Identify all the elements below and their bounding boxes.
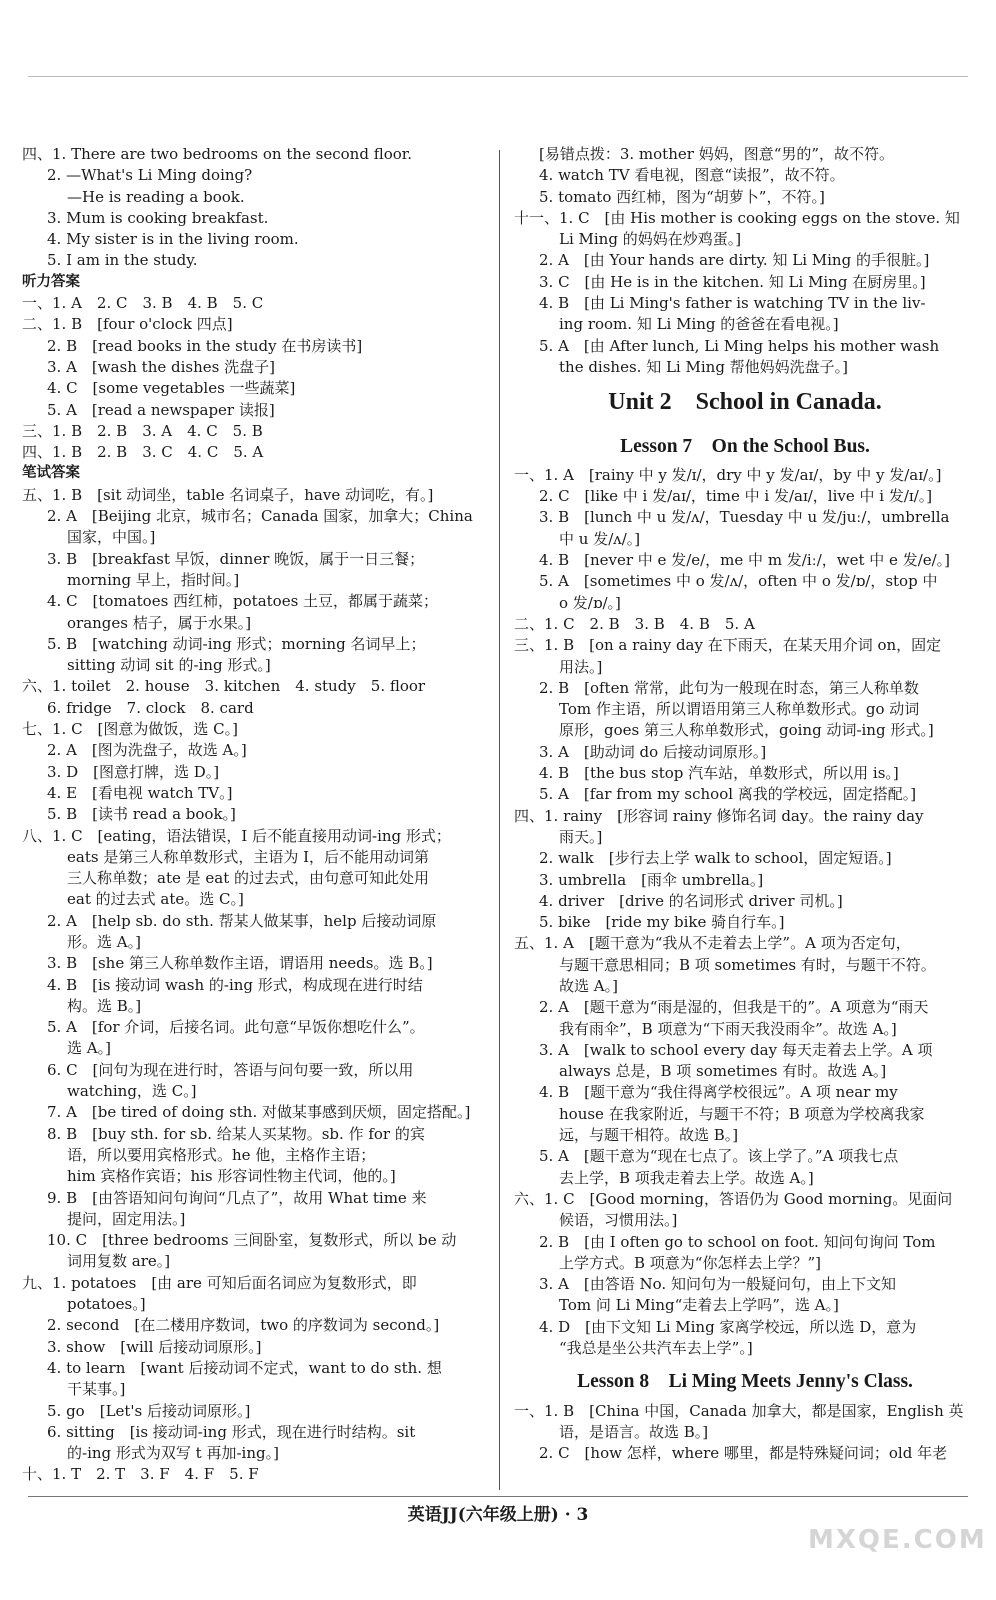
column-divider — [499, 150, 500, 1490]
answer-line: 2. walk [步行去上学 walk to school，固定短语。] — [539, 849, 892, 868]
answer-line: 4. watch TV 看电视，图意“读报”，故不符。 — [539, 166, 845, 185]
answer-line: 四、1. rainy [形容词 rainy 修饰名词 day。the rainy day — [514, 806, 924, 825]
answer-line: 4. B [is 接动词 wash 的-ing 形式，构成现在进行时结 — [47, 975, 423, 994]
answer-line: o 发/ɒ/。] — [559, 593, 621, 612]
footer-rule — [28, 1496, 968, 1497]
answer-line: 十、1. T 2. T 3. F 4. F 5. F — [22, 1465, 259, 1484]
answer-line: eats 是第三人称单数形式，主语为 I，后不能用动词第 — [67, 847, 430, 866]
section-heading: 听力答案 — [22, 273, 80, 290]
answer-line: 5. bike [ride my bike 骑自行车。] — [539, 913, 785, 932]
answer-line: 形。选 A。] — [67, 932, 141, 951]
answer-line: 四、1. There are two bedrooms on the second floor. — [22, 145, 413, 163]
answer-line: 2. C [how 怎样，where 哪里，都是特殊疑问词；old 年老 — [539, 1444, 948, 1463]
answer-line: 雨天。] — [559, 827, 603, 846]
answer-line: Li Ming 的妈妈在炒鸡蛋。] — [559, 230, 742, 249]
answer-line: 2. C [like 中 i 发/aɪ/，time 中 i 发/aɪ/，live 中 i 发/ɪ/。] — [539, 487, 933, 506]
answer-line: 九、1. potatoes [由 are 可知后面名词应为复数形式，即 — [22, 1273, 417, 1292]
answer-line: 3. show [will 后接动词原形。] — [47, 1337, 262, 1356]
answer-line: 三人称单数；ate 是 eat 的过去式，由句意可知此处用 — [67, 869, 430, 888]
answer-line: 4. C [some vegetables 一些蔬菜] — [47, 379, 296, 398]
answer-line: 5. go [Let's 后接动词原形。] — [47, 1401, 251, 1420]
answer-line: 五、1. B [sit 动词坐，table 名词桌子，have 动词吃，有。] — [22, 485, 434, 504]
answer-line: 一、1. A [rainy 中 y 发/ɪ/，dry 中 y 发/aɪ/，by 中 y 发/aɪ/。] — [514, 465, 942, 484]
answer-line: 国家，中国。] — [67, 528, 156, 547]
answer-line: 五、1. A [题干意为“我从不走着去上学”。A 项为否定句， — [514, 934, 911, 953]
answer-line: 9. B [由答语知问句询问“几点了”，故用 What time 来 — [47, 1188, 427, 1207]
answer-line: 8. B [buy sth. for sb. 给某人买某物。sb. 作 for 的宾 — [47, 1124, 425, 1143]
answer-line: morning 早上，指时间。] — [67, 570, 240, 589]
answer-line: 七、1. C [图意为做饭，选 C。] — [22, 720, 239, 739]
answer-line: —He is reading a book. — [67, 187, 245, 206]
answer-line: 3. B [she 第三人称单数作主语，谓语用 needs。选 B。] — [47, 954, 433, 973]
answer-line: sitting 动词 sit 的-ing 形式。] — [67, 656, 271, 675]
answer-line: 4. B [never 中 e 发/e/，me 中 m 发/iː/，wet 中 e 发/e/。] — [539, 551, 951, 570]
answer-line: 2. B [often 常常，此句为一般现在时态，第三人称单数 — [539, 678, 919, 697]
answer-line: him 宾格作宾语；his 形容词性物主代词，他的。] — [67, 1167, 396, 1186]
section-heading: 笔试答案 — [22, 465, 80, 482]
answer-line: 3. A [助动词 do 后接动词原形。] — [539, 742, 767, 761]
right-column-top-answers — [514, 144, 976, 378]
page-footer: 英语JJ(六年级上册) · 3 — [407, 1505, 589, 1525]
answer-line: 3. C [由 He is in the kitchen. 知 Li Ming 在厨房里。] — [539, 272, 926, 291]
answer-line: 二、1. C 2. B 3. B 4. B 5. A — [514, 614, 755, 633]
answer-line: 4. D [由下文知 Li Ming 家离学校远，所以选 D，意为 — [539, 1317, 917, 1336]
answer-line: 5. tomato 西红柿，图为“胡萝卜”，不符。] — [539, 187, 825, 206]
top-rule — [28, 76, 968, 77]
answer-line: “我总是坐公共汽车去上学”。] — [559, 1339, 753, 1358]
answer-line: 3. A [由答语 No. 知问句为一般疑问句，由上下文知 — [539, 1275, 896, 1294]
answer-line: 4. B [题干意为“我住得离学校很远”。A 项 near my — [539, 1083, 898, 1102]
answer-line: 语，是语言。故选 B。] — [559, 1422, 709, 1441]
answer-line: 4. My sister is in the living room. — [47, 230, 299, 249]
answer-line: 5. I am in the study. — [47, 251, 198, 270]
answer-line: 6. sitting [is 接动词-ing 形式，现在进行时结构。sit — [47, 1422, 416, 1441]
right-column — [514, 144, 976, 1465]
answer-line: 10. C [three bedrooms 三间卧室，复数形式，所以 be 动 — [47, 1231, 457, 1250]
answer-line: always 总是，B 项 sometimes 有时。故选 A。] — [559, 1062, 887, 1081]
answer-line: 构。选 B。] — [67, 996, 142, 1015]
answer-line: 2. A [由 Your hands are dirty. 知 Li Ming 的手很脏。] — [539, 251, 930, 270]
answer-line: 语，所以要用宾格形式。he 他，主格作主语； — [67, 1145, 376, 1164]
lesson-8-answers — [514, 1401, 976, 1465]
answer-line: 八、1. C [eating，语法错误，I 后不能直接用动词-ing 形式； — [22, 826, 451, 845]
answer-line: 2. B [由 I often go to school on foot. 知问句询问 Tom — [539, 1232, 936, 1251]
answer-line: 3. Mum is cooking breakfast. — [47, 208, 269, 227]
answer-line: 3. B [lunch 中 u 发/ʌ/，Tuesday 中 u 发/juː/，umbrella — [539, 508, 950, 527]
answer-line: 二、1. B [four o'clock 四点] — [22, 315, 233, 334]
answer-line: 四、1. B 2. B 3. C 4. C 5. A — [22, 443, 264, 462]
answer-line: 4. E [看电视 watch TV。] — [47, 783, 233, 802]
answer-line: 2. A [Beijing 北京，城市名；Canada 国家，加拿大；China — [47, 507, 473, 526]
answer-line: 3. D [图意打牌，选 D。] — [47, 762, 220, 781]
answer-line: 干某事。] — [67, 1380, 126, 1399]
lesson-7-answers — [514, 465, 976, 1359]
lesson-8-title: Lesson 8 Li Ming Meets Jenny's Class. — [577, 1371, 913, 1393]
answer-line: eat 的过去式 ate。选 C。] — [67, 890, 244, 909]
answer-line: 六、1. toilet 2. house 3. kitchen 4. study 5. floor — [22, 677, 426, 696]
answer-line: 5. A [题干意为“现在七点了。该上学了。”A 项我七点 — [539, 1147, 899, 1166]
answer-line: 4. driver [drive 的名词形式 driver 司机。] — [539, 891, 843, 910]
answer-line: 5. B [watching 动词-ing 形式；morning 名词早上； — [47, 634, 426, 653]
answer-line: 用法。] — [559, 657, 603, 676]
answer-line: 4. B [由 Li Ming's father is watching TV in the liv- — [539, 294, 926, 313]
answer-line: 6. fridge 7. clock 8. card — [47, 698, 254, 717]
answer-line: 原形，goes 第三人称单数形式，going 动词-ing 形式。] — [559, 721, 934, 740]
answer-line: 一、1. A 2. C 3. B 4. B 5. C — [22, 294, 264, 313]
answer-line: 2. —What's Li Ming doing? — [47, 166, 253, 185]
answer-line: 4. to learn [want 后接动词不定式，want to do sth. 想 — [47, 1358, 442, 1377]
answer-line: Tom 作主语，所以谓语用第三人称单数形式。go 动词 — [559, 700, 920, 719]
answer-line: 十一、1. C [由 His mother is cooking eggs on the stove. 知 — [514, 208, 960, 227]
answer-line: 三、1. B [on a rainy day 在下雨天，在某天用介词 on，固定 — [514, 636, 942, 655]
answer-line: 2. A [图为洗盘子，故选 A。] — [47, 741, 247, 760]
answer-line: ing room. 知 Li Ming 的爸爸在看电视。] — [559, 315, 839, 334]
answer-line: 2. second [在二楼用序数词，two 的序数词为 second。] — [47, 1316, 440, 1335]
answer-line: 六、1. C [Good morning，答语仍为 Good morning。见面问 — [514, 1189, 953, 1208]
answer-line: 5. A [read a newspaper 读报] — [47, 400, 275, 419]
answer-line: 选 A。] — [67, 1039, 111, 1058]
answer-line: [易错点拨：3. mother 妈妈，图意“男的”，故不符。 — [539, 145, 895, 163]
answer-line: 5. A [far from my school 离我的学校远，固定搭配。] — [539, 785, 917, 804]
answer-line: 候语，习惯用法。] — [559, 1211, 678, 1230]
answer-line: 6. C [问句为现在进行时，答语与问句要一致，所以用 — [47, 1060, 414, 1079]
unit-title: Unit 2 School in Canada. — [608, 389, 882, 416]
answer-line: 5. A [由 After lunch, Li Ming helps his mother wash — [539, 336, 940, 355]
answer-line: 4. C [tomatoes 西红柿，potatoes 土豆，都属于蔬菜； — [47, 592, 439, 611]
answer-line: 5. A [sometimes 中 o 发/ʌ/，often 中 o 发/ɒ/，stop 中 — [539, 572, 938, 591]
answer-line: 3. umbrella [雨伞 umbrella。] — [539, 870, 764, 889]
answer-line: 2. A [题干意为“雨是湿的，但我是干的”。A 项意为“雨天 — [539, 998, 929, 1017]
answer-line: 去上学，B 项我走着去上学。故选 A。] — [559, 1168, 814, 1187]
answer-line: 的-ing 形式为双写 t 再加-ing。] — [67, 1444, 279, 1463]
answer-line: 上学方式。B 项意为“你怎样去上学？”] — [559, 1253, 821, 1272]
answer-line: 5. A [for 介词，后接名词。此句意“早饭你想吃什么”。 — [47, 1018, 425, 1037]
answer-line: 3. B [breakfast 早饭，dinner 晚饭，属于一日三餐； — [47, 549, 425, 568]
answer-line: 3. A [wash the dishes 洗盘子] — [47, 357, 275, 376]
answer-line: 词用复数 are。] — [67, 1252, 171, 1271]
answer-line: 远，与题干相符。故选 B。] — [559, 1126, 739, 1145]
answer-line: Tom 问 Li Ming“走着去上学吗”，选 A。] — [559, 1296, 839, 1315]
lesson-7-title: Lesson 7 On the School Bus. — [620, 435, 870, 457]
site-watermark: MXQE.COM — [808, 1525, 987, 1555]
answer-line: 2. A [help sb. do sth. 帮某人做某事，help 后接动词原 — [47, 911, 437, 930]
answer-line: 提问，固定用法。] — [67, 1209, 186, 1228]
answer-line: 三、1. B 2. B 3. A 4. C 5. B — [22, 421, 263, 440]
answer-line: 我有雨伞”，B 项意为“下雨天我没雨伞”。故选 A。] — [559, 1019, 897, 1038]
answer-line: watching，选 C。] — [67, 1082, 197, 1101]
answer-line: 一、1. B [China 中国，Canada 加拿大，都是国家，English 英 — [514, 1401, 964, 1420]
answer-line: the dishes. 知 Li Ming 帮他妈妈洗盘子。] — [559, 357, 849, 376]
answer-line: 5. B [读书 read a book。] — [47, 805, 236, 824]
answer-line: 3. A [walk to school every day 每天走着去上学。A 项 — [539, 1040, 933, 1059]
answer-line: potatoes。] — [67, 1295, 146, 1314]
answer-line: 2. B [read books in the study 在书房读书] — [47, 336, 363, 355]
answer-line: house 在我家附近，与题干不符；B 项意为学校离我家 — [559, 1104, 925, 1123]
answer-line: 4. B [the bus stop 汽车站，单数形式，所以用 is。] — [539, 764, 899, 783]
answer-line: 与题干意思相同；B 项 sometimes 有时，与题干不符。 — [559, 955, 936, 974]
answer-line: 故选 A。] — [559, 976, 618, 995]
answer-line: 7. A [be tired of doing sth. 对做某事感到厌烦，固定搭配。] — [47, 1103, 471, 1122]
answer-line: oranges 桔子，属于水果。] — [67, 613, 252, 632]
answer-line: 中 u 发/ʌ/。] — [559, 529, 641, 548]
left-column — [22, 144, 480, 1486]
